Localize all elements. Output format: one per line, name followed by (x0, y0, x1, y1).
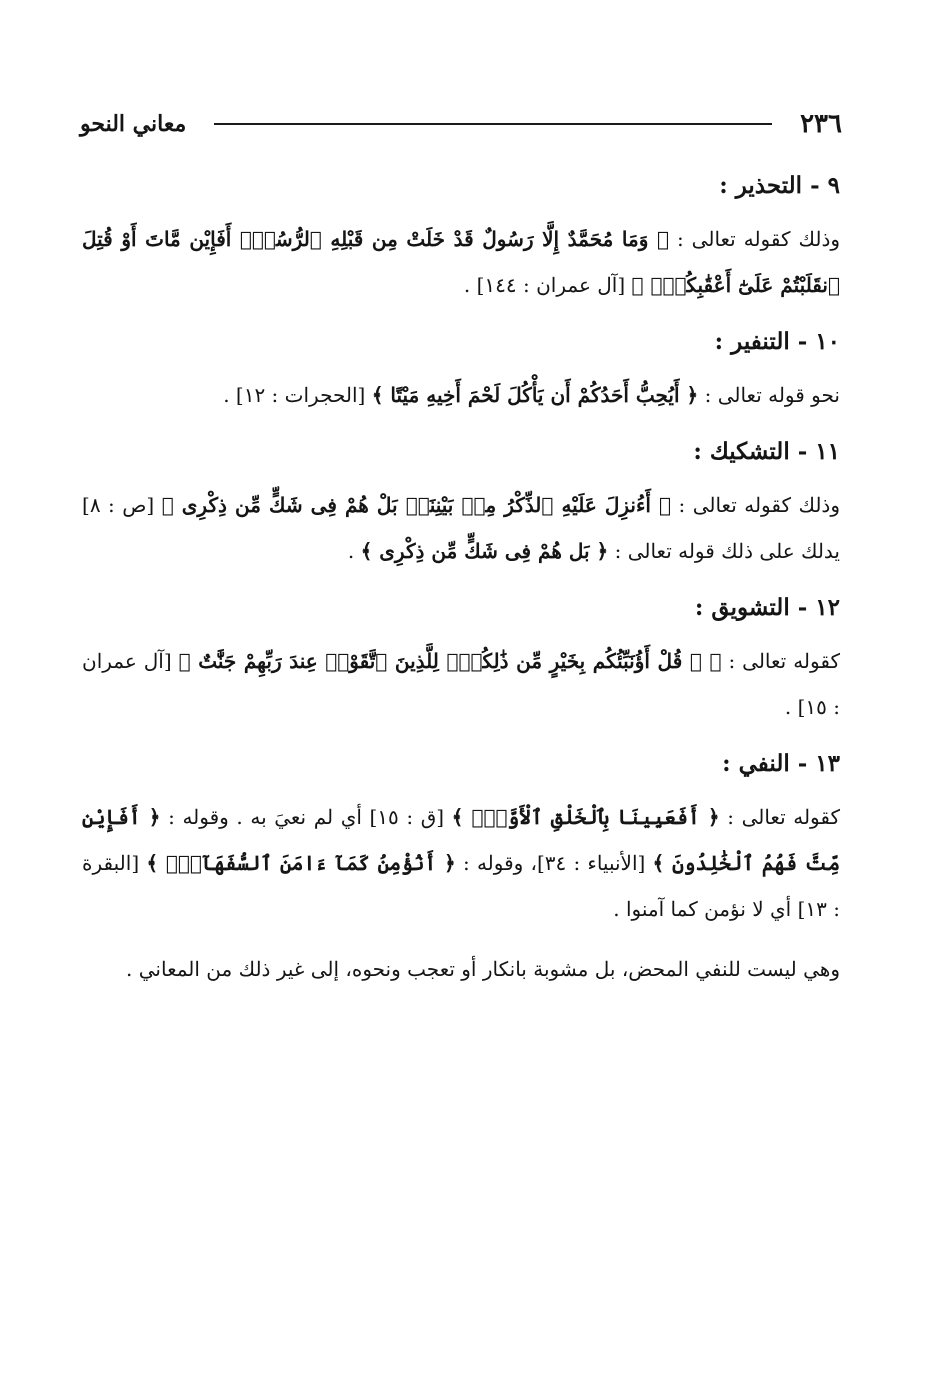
paragraph-lead: نحو قوله تعالى : (704, 383, 840, 407)
paragraph-lead: كقوله تعالى : (728, 649, 841, 673)
quran-verse: ﴿ ۞ قُلْ أَؤُنَبِّئُكُم بِخَيْرٍ مِّن ذَٰلِكُمْۚ لِلَّذِينَ ٱتَّقَوْا۟ عِندَ رَبِّهِمْ جَنَّٰتٌ ﴾ (178, 649, 722, 673)
verse-reference: [ص : ٨] يدلك على ذلك قوله تعالى : (82, 493, 840, 563)
section-heading-nafy: ١٣ - النفي : (722, 750, 840, 777)
running-title: معاني النحو (80, 111, 187, 137)
section-heading-tahdhir: ٩ - التحذير : (719, 172, 840, 199)
section-paragraph (82, 482, 840, 574)
section-paragraph (82, 372, 840, 418)
verse-reference: [آل عمران : ١٤٤] . (463, 273, 626, 297)
page-content (82, 166, 840, 1006)
section-heading-tashwiq: ١٢ - التشويق : (694, 594, 840, 621)
page-header (80, 104, 842, 144)
section-heading-tashkik: ١١ - التشكيك : (693, 438, 840, 465)
section-paragraph (82, 638, 840, 730)
section-paragraph (82, 216, 840, 308)
header-rule (214, 123, 772, 125)
section-paragraph (82, 794, 840, 932)
page-number: ٢٣٦ (800, 109, 842, 139)
verse-reference: [الحجرات : ١٢] . (223, 383, 366, 407)
paragraph-lead: كقوله تعالى : (727, 805, 841, 829)
verse-reference: [الأنبياء : ٣٤]، وقوله : (463, 851, 646, 875)
verse-reference: [آل عمران : ١٥] . (82, 649, 840, 719)
quran-verse: ﴿ وَمَا مُحَمَّدٌ إِلَّا رَسُولٌ قَدْ خَلَتْ مِن قَبْلِهِ ٱلرُّسُلُۚ أَفَإِيْن مَّاتَ أَوْ قُتِلَ ٱنقَلَبْتُمْ عَلَىٰٓ أَعْقَٰبِكُمْۚ ﴾ (82, 227, 840, 297)
verse-reference: [ق : ١٥] أي لم نعيَ به . وقوله : (168, 805, 445, 829)
closing-paragraph: وهي ليست للنفي المحض، بل مشوبة بانكار أو تعجب ونحوه، إلى غير ذلك من المعاني . (126, 957, 840, 981)
verse-reference: [البقرة : ١٣] أي لا نؤمن كما آمنوا . (82, 851, 840, 921)
quran-verse: ﴿ أَيُحِبُّ أَحَدُكُمْ أَن يَأْكُلَ لَحْمَ أَخِيهِ مَيْتًا ﴾ (371, 383, 699, 407)
quran-verse: ﴿ أَفَعَيِينَا بِٱلْخَلْقِ ٱلْأَوَّلِۚ ﴾ (451, 805, 720, 829)
quran-verse: ﴿ أَءُنزِلَ عَلَيْهِ ٱلذِّكْرُ مِنۢ بَيْنِنَاۚ بَلْ هُمْ فِى شَكٍّ مِّن ذِكْرِى ﴾ (161, 493, 672, 517)
section-heading-tanfir: ١٠ - التنفير : (714, 328, 840, 355)
paragraph-lead: وذلك كقوله تعالى : (676, 227, 841, 251)
quran-verse: ﴿ أَفَإِيْن مِّتَّ فَهُمُ ٱلْخَٰلِدُونَ ﴾ (82, 805, 841, 875)
paragraph-lead: وذلك كقوله تعالى : (678, 493, 841, 517)
verse-reference: . (347, 539, 355, 563)
quran-verse: ﴿ أَنُؤْمِنُ كَمَآ ءَامَنَ ٱلسُّفَهَآءُۗ ﴾ (146, 851, 456, 875)
quran-verse: ﴿ بَل هُمْ فِى شَكٍّ مِّن ذِكْرِى ﴾ (360, 539, 609, 563)
